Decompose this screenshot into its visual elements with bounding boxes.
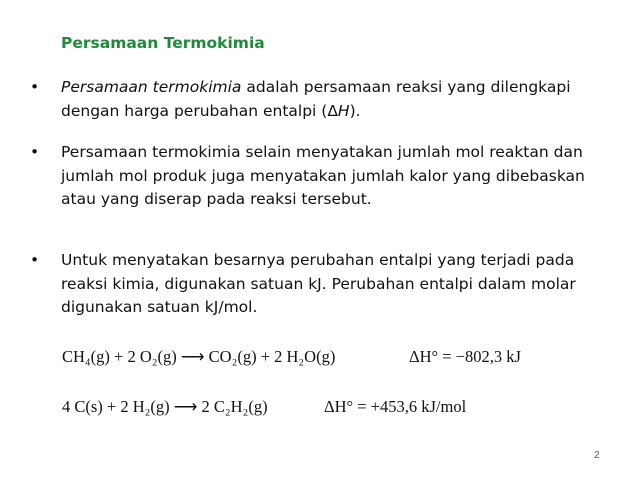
bullet-text-end: ). bbox=[349, 101, 361, 120]
slide-title: Persamaan Termokimia bbox=[61, 34, 265, 52]
equation-reaction: CH₄(g) + 2 O₂(g) ⟶ CO₂(g) + 2 H₂O(g) bbox=[62, 347, 336, 366]
equation-delta-h: ΔH° = +453,6 kJ/mol bbox=[324, 397, 467, 416]
bullet-text: Persamaan termokimia selain menyatakan jumlah mol reaktan dan jumlah mol produk juga menyatakan jumlah kalor yang dibebaskan atau yang diserap pada reaksi tersebut. bbox=[61, 143, 585, 208]
equation-reaction: 4 C(s) + 2 H₂(g) ⟶ 2 C₂H₂(g) bbox=[62, 397, 268, 416]
equation-methane-combustion bbox=[62, 347, 521, 367]
equation-delta-h: ΔH° = −802,3 kJ bbox=[409, 347, 521, 366]
enthalpy-symbol: H bbox=[337, 101, 350, 120]
bullet-definition bbox=[30, 76, 590, 123]
bullet-mol-kalor bbox=[30, 141, 590, 212]
bullet-dot: • bbox=[30, 251, 40, 269]
bullet-text-part: adalah persamaan reaksi yang dilengkapi dengan harga perubahan entalpi (Δ bbox=[61, 78, 571, 120]
bullet-text: Untuk menyatakan besarnya perubahan entalpi yang terjadi pada reaksi kimia, digunakan satuan kJ. Perubahan entalpi dalam molar digunakan satuan kJ/mol. bbox=[61, 251, 576, 316]
equation-acetylene-formation bbox=[62, 397, 467, 417]
bullet-text bbox=[61, 76, 590, 123]
bullet-dot: • bbox=[30, 143, 40, 161]
bullet-dot: • bbox=[30, 78, 40, 96]
page-number: 2 bbox=[594, 450, 600, 461]
term-emphasis: Persamaan termokimia bbox=[61, 78, 242, 96]
bullet-satuan bbox=[30, 249, 590, 320]
